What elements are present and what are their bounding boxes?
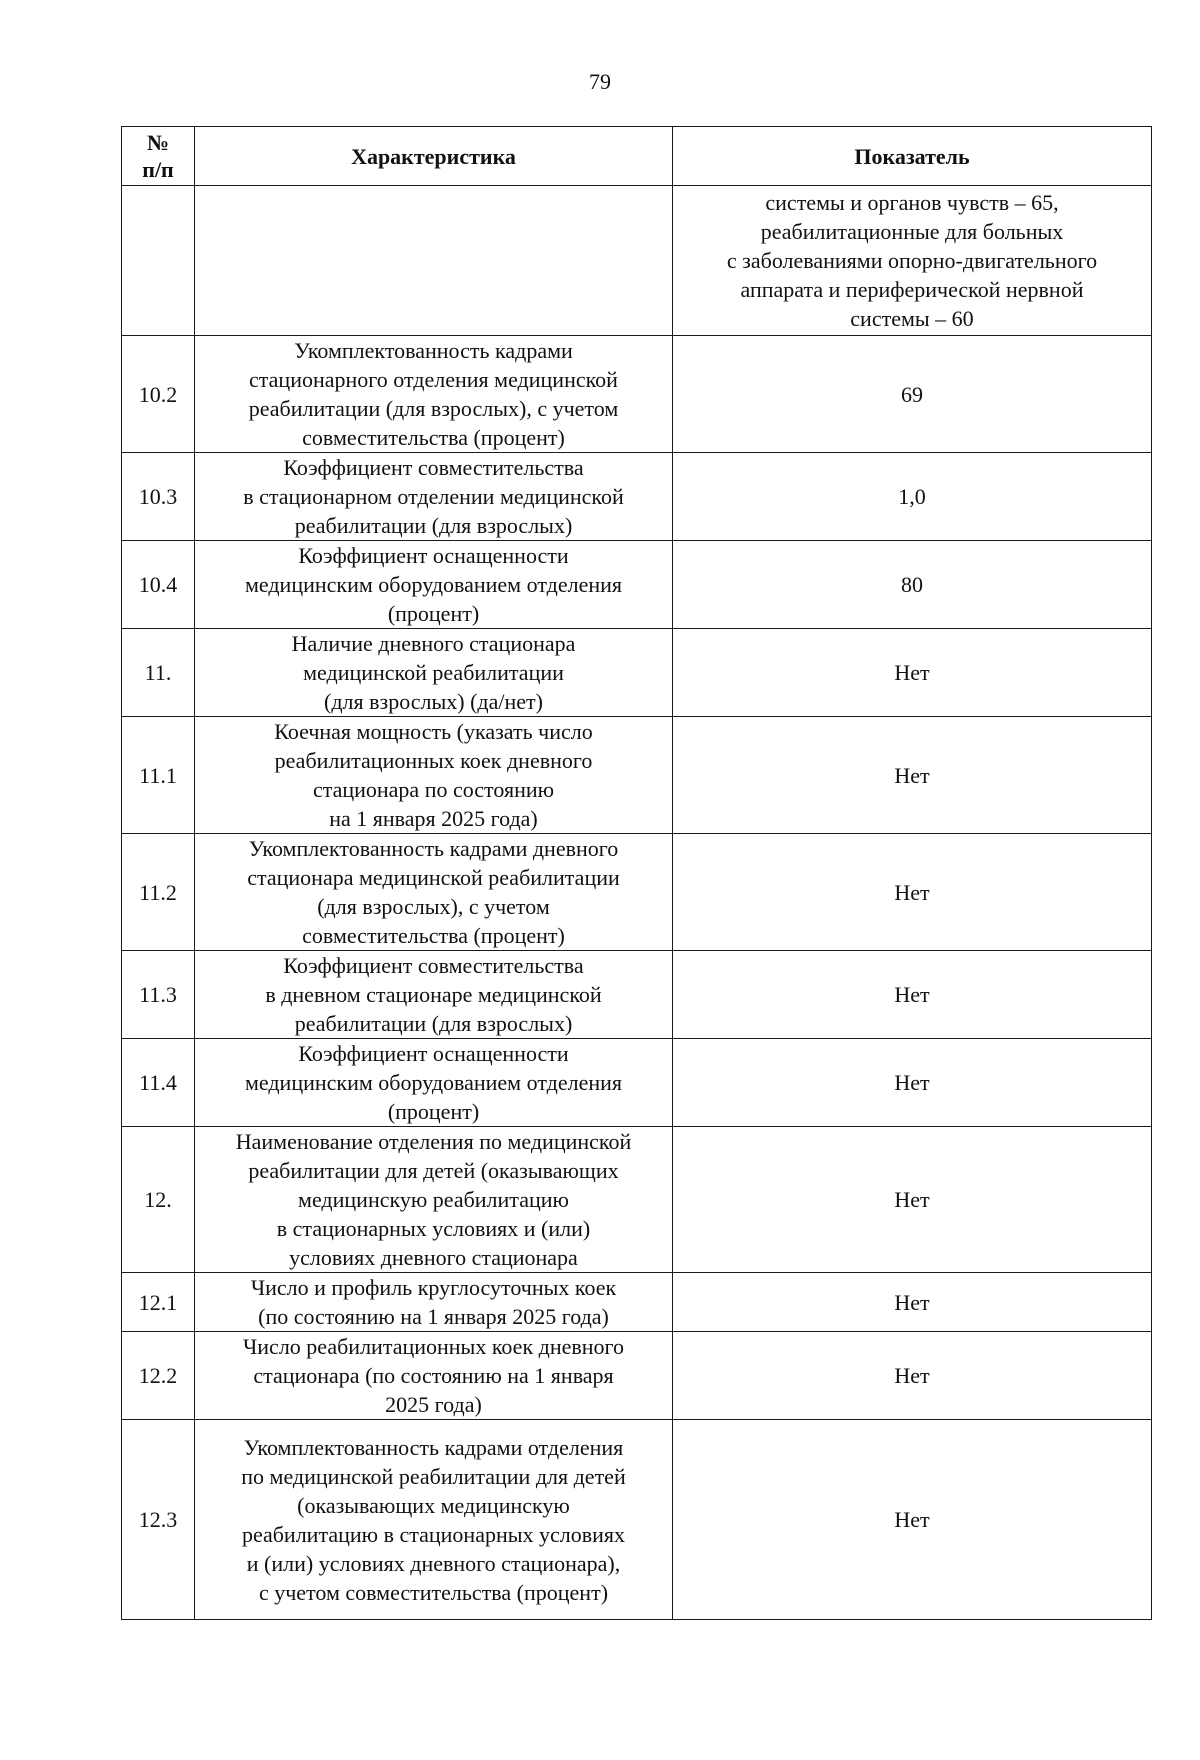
table-row: [122, 453, 1152, 541]
table-row: [122, 1127, 1152, 1273]
header-characteristic: Характеристика: [195, 127, 673, 186]
row-number: 12.1: [122, 1273, 195, 1332]
page-number: 79: [589, 69, 611, 94]
row-number: 12.3: [122, 1420, 195, 1620]
row-characteristic: [195, 186, 673, 336]
row-characteristic: Число реабилитационных коек дневного стационара (по состоянию на 1 января 2025 года): [195, 1332, 673, 1420]
row-indicator: Нет: [673, 1420, 1152, 1620]
table-row: [122, 1332, 1152, 1420]
table-row: [122, 717, 1152, 834]
row-characteristic: Число и профиль круглосуточных коек (по состоянию на 1 января 2025 года): [195, 1273, 673, 1332]
row-number: 11.1: [122, 717, 195, 834]
row-number: 11.: [122, 629, 195, 717]
row-indicator: 80: [673, 541, 1152, 629]
row-characteristic: Укомплектованность кадрами дневного стационара медицинской реабилитации (для взрослых), с учетом совместительства (процент): [195, 834, 673, 951]
row-number: 12.2: [122, 1332, 195, 1420]
row-number: 11.3: [122, 951, 195, 1039]
row-number: 12.: [122, 1127, 195, 1273]
table-row: [122, 951, 1152, 1039]
row-indicator: Нет: [673, 717, 1152, 834]
table-row: [122, 541, 1152, 629]
row-indicator: Нет: [673, 951, 1152, 1039]
row-characteristic: Наличие дневного стационара медицинской реабилитации (для взрослых) (да/нет): [195, 629, 673, 717]
row-indicator: Нет: [673, 834, 1152, 951]
table-header-row: [122, 127, 1152, 186]
indicators-table: [121, 126, 1152, 1620]
row-number: 10.4: [122, 541, 195, 629]
row-indicator: 69: [673, 336, 1152, 453]
row-characteristic: Коэффициент оснащенности медицинским оборудованием отделения (процент): [195, 1039, 673, 1127]
row-characteristic: Укомплектованность кадрами отделения по медицинской реабилитации для детей (оказывающих медицинскую реабилитацию в стационарных условиях и (или) условиях дневного стационара), с учетом совместительства (процент): [195, 1420, 673, 1620]
row-number: 10.3: [122, 453, 195, 541]
row-indicator: Нет: [673, 1039, 1152, 1127]
header-indicator: Показатель: [673, 127, 1152, 186]
row-characteristic: Коечная мощность (указать число реабилитационных коек дневного стационара по состоянию на 1 января 2025 года): [195, 717, 673, 834]
table-row: [122, 1039, 1152, 1127]
row-characteristic: Коэффициент оснащенности медицинским оборудованием отделения (процент): [195, 541, 673, 629]
row-indicator: Нет: [673, 629, 1152, 717]
row-indicator: Нет: [673, 1127, 1152, 1273]
table-row: [122, 629, 1152, 717]
row-number: [122, 186, 195, 336]
row-indicator: системы и органов чувств – 65, реабилитационные для больных с заболеваниями опорно-двигательного аппарата и периферической нервной системы – 60: [673, 186, 1152, 336]
row-number: 10.2: [122, 336, 195, 453]
header-num: № п/п: [122, 127, 195, 186]
table-row: [122, 336, 1152, 453]
row-indicator: Нет: [673, 1273, 1152, 1332]
row-characteristic: Наименование отделения по медицинской реабилитации для детей (оказывающих медицинскую реабилитацию в стационарных условиях и (или) условиях дневного стационара: [195, 1127, 673, 1273]
table-row: [122, 1273, 1152, 1332]
table-row: [122, 1420, 1152, 1620]
row-characteristic: Коэффициент совместительства в дневном стационаре медицинской реабилитации (для взрослых): [195, 951, 673, 1039]
row-indicator: Нет: [673, 1332, 1152, 1420]
table-row: [122, 186, 1152, 336]
table-row: [122, 834, 1152, 951]
row-characteristic: Коэффициент совместительства в стационарном отделении медицинской реабилитации (для взрослых): [195, 453, 673, 541]
row-indicator: 1,0: [673, 453, 1152, 541]
row-number: 11.4: [122, 1039, 195, 1127]
row-number: 11.2: [122, 834, 195, 951]
row-characteristic: Укомплектованность кадрами стационарного отделения медицинской реабилитации (для взрослых), с учетом совместительства (процент): [195, 336, 673, 453]
